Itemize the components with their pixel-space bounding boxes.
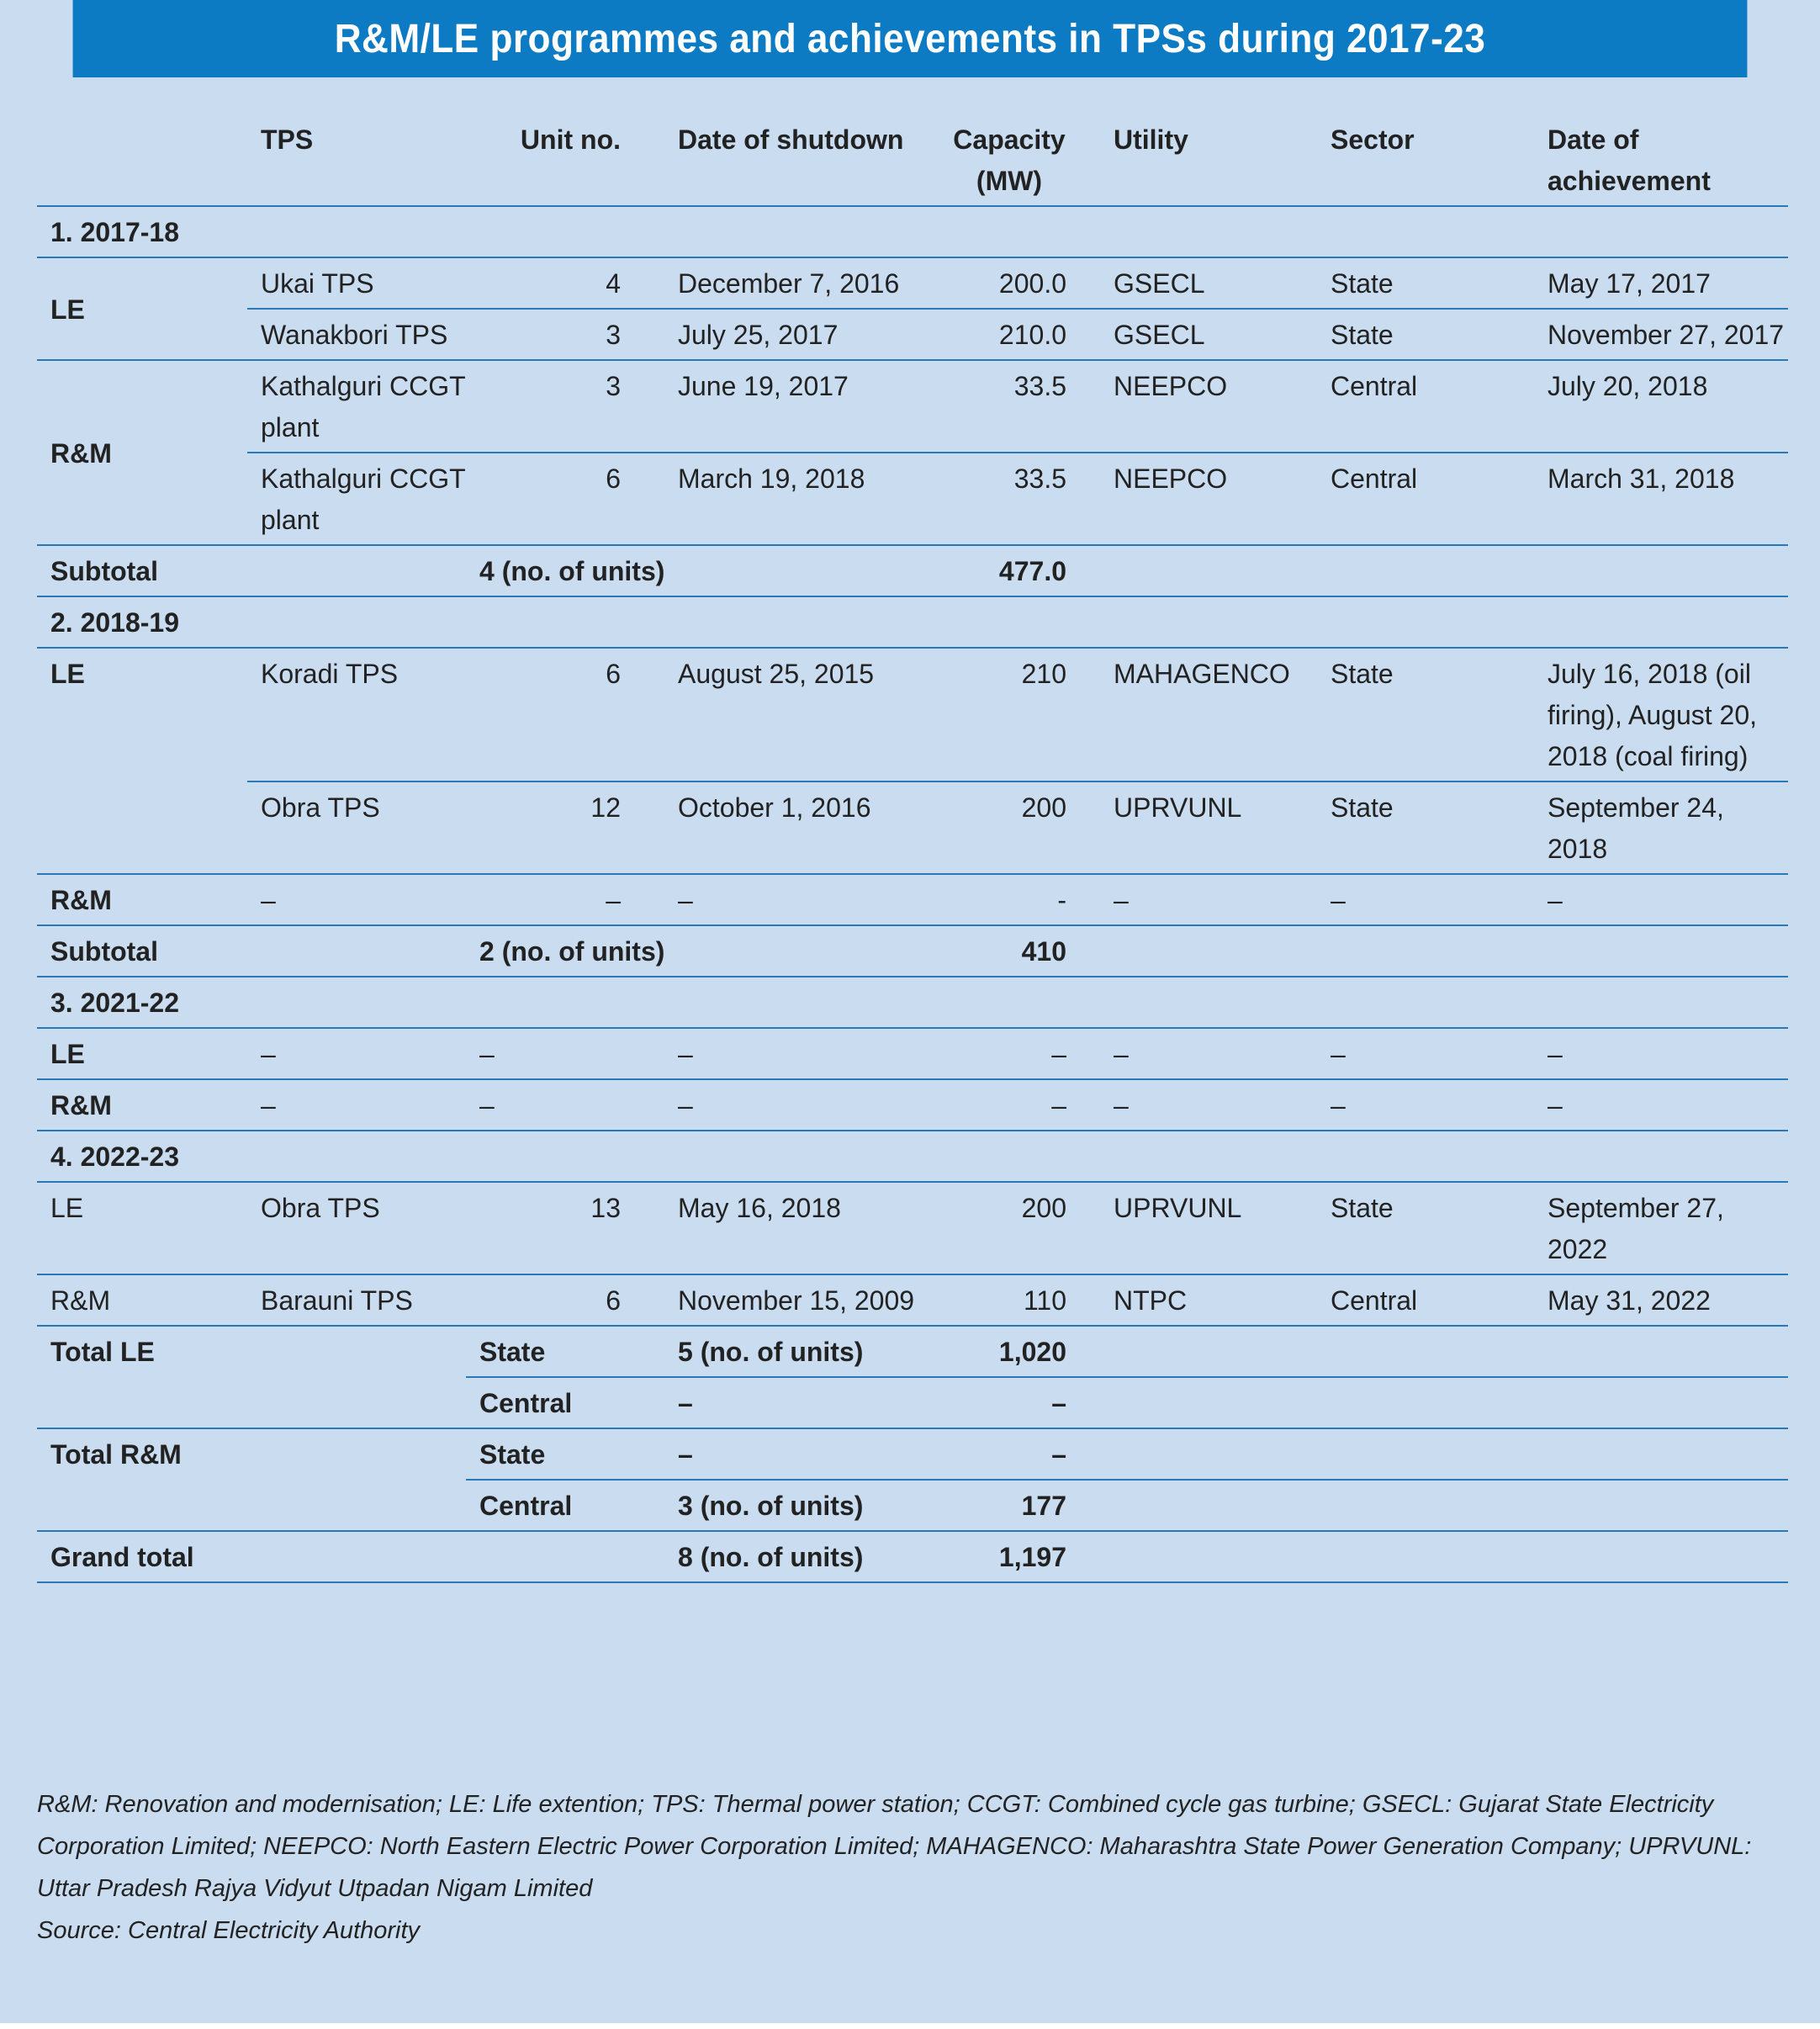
cell-unit: 4 — [466, 257, 664, 309]
cell-unit: – — [466, 874, 664, 925]
subtotal-units: 2 (no. of units) — [466, 925, 932, 977]
table-cell — [1100, 1480, 1788, 1531]
header-utility: Utility — [1100, 111, 1317, 206]
cell-unit: 13 — [466, 1182, 664, 1274]
subtotal-label: Subtotal — [37, 925, 247, 977]
cell-date-achievement: May 31, 2022 — [1534, 1274, 1788, 1326]
subtotal-row — [37, 925, 1788, 977]
total-units: – — [664, 1428, 932, 1480]
cell-tps: – — [247, 1028, 466, 1079]
cell-date-shutdown: – — [664, 1079, 932, 1131]
cell-utility: – — [1100, 1079, 1317, 1131]
cell-tps: Obra TPS — [247, 781, 466, 874]
table-row — [37, 360, 1788, 453]
header-sector: Sector — [1317, 111, 1534, 206]
cell-sector: Central — [1317, 1274, 1534, 1326]
source-note: Source: Central Electricity Authority — [37, 1917, 421, 1944]
cell-tps: – — [247, 1079, 466, 1131]
grand-total-row — [37, 1531, 1788, 1582]
section-row — [37, 1131, 1788, 1182]
total-units: 3 (no. of units) — [664, 1480, 932, 1531]
cell-date-shutdown: – — [664, 1028, 932, 1079]
cell-tps: Kathalguri CCGT plant — [247, 360, 466, 453]
cell-date-achievement: – — [1534, 874, 1788, 925]
total-units: 5 (no. of units) — [664, 1326, 932, 1377]
cell-sector: State — [1317, 1182, 1534, 1274]
cell-date-shutdown: May 16, 2018 — [664, 1182, 932, 1274]
cell-sector: – — [1317, 874, 1534, 925]
cell-tps: – — [247, 874, 466, 925]
table-cell — [1100, 1428, 1788, 1480]
cell-sector: – — [1317, 1028, 1534, 1079]
cell-date-shutdown: March 19, 2018 — [664, 453, 932, 545]
cell-date-achievement: July 20, 2018 — [1534, 360, 1788, 453]
cell-tps: Obra TPS — [247, 1182, 466, 1274]
data-table — [37, 111, 1788, 1583]
table-row — [37, 1182, 1788, 1274]
cell-tps: Ukai TPS — [247, 257, 466, 309]
cell-utility: GSECL — [1100, 257, 1317, 309]
cell-date-achievement: – — [1534, 1079, 1788, 1131]
cell-date-achievement: March 31, 2018 — [1534, 453, 1788, 545]
cell-date-shutdown: – — [664, 874, 932, 925]
table-cell — [1100, 1531, 1788, 1582]
cell-unit: – — [466, 1028, 664, 1079]
header-row — [37, 111, 1788, 206]
cell-tps: Koradi TPS — [247, 648, 466, 781]
cell-capacity: 200 — [932, 781, 1100, 874]
total-sector: Central — [466, 1480, 664, 1531]
cell-capacity: 110 — [932, 1274, 1100, 1326]
header-blank — [37, 111, 247, 206]
cell-unit: 6 — [466, 648, 664, 781]
cell-unit: 3 — [466, 309, 664, 360]
cell-sector: Central — [1317, 360, 1534, 453]
cell-capacity: 210.0 — [932, 309, 1100, 360]
table-cell — [1100, 925, 1788, 977]
section-label: 2. 2018-19 — [37, 596, 1788, 648]
table-row — [37, 1274, 1788, 1326]
cell-capacity: - — [932, 874, 1100, 925]
cell-capacity: 200.0 — [932, 257, 1100, 309]
cell-date-shutdown: August 25, 2015 — [664, 648, 932, 781]
total-capacity: – — [932, 1428, 1100, 1480]
cell-sector: State — [1317, 257, 1534, 309]
cell-utility: UPRVUNL — [1100, 1182, 1317, 1274]
table-cell — [1100, 1326, 1788, 1377]
footnotes — [37, 1783, 1770, 1952]
cell-date-shutdown: November 15, 2009 — [664, 1274, 932, 1326]
cell-unit: – — [466, 1079, 664, 1131]
cell-capacity: 33.5 — [932, 453, 1100, 545]
table-row — [37, 874, 1788, 925]
cell-date-achievement: September 27, 2022 — [1534, 1182, 1788, 1274]
cell-unit: 6 — [466, 1274, 664, 1326]
header-unit: Unit no. — [466, 111, 664, 206]
table-row — [37, 309, 1788, 360]
cell-sector: State — [1317, 781, 1534, 874]
header-tps: TPS — [247, 111, 466, 206]
subtotal-units: 4 (no. of units) — [466, 545, 932, 596]
row-type-rm: R&M — [37, 1274, 247, 1326]
table-row — [37, 1028, 1788, 1079]
header-date-achievement: Date of achievement — [1534, 111, 1788, 206]
grand-total-capacity: 1,197 — [932, 1531, 1100, 1582]
page-title: R&M/LE programmes and achievements in TPSs during 2017-23 — [73, 0, 1748, 77]
total-units: – — [664, 1377, 932, 1428]
grand-total-units: 8 (no. of units) — [664, 1531, 932, 1582]
subtotal-capacity: 410 — [932, 925, 1100, 977]
cell-date-shutdown: July 25, 2017 — [664, 309, 932, 360]
total-rm-state-row — [37, 1428, 1788, 1480]
cell-sector: State — [1317, 309, 1534, 360]
section-label: 1. 2017-18 — [37, 206, 1788, 257]
header-capacity: Capacity (MW) — [932, 111, 1100, 206]
row-type-le: LE — [37, 1182, 247, 1274]
row-type-le: LE — [37, 257, 247, 360]
cell-capacity: – — [932, 1079, 1100, 1131]
cell-date-achievement: – — [1534, 1028, 1788, 1079]
cell-unit: 3 — [466, 360, 664, 453]
cell-sector: Central — [1317, 453, 1534, 545]
cell-date-achievement: November 27, 2017 — [1534, 309, 1788, 360]
table-row — [37, 257, 1788, 309]
cell-utility: GSECL — [1100, 309, 1317, 360]
table-row — [37, 1079, 1788, 1131]
total-capacity: 177 — [932, 1480, 1100, 1531]
cell-capacity: 210 — [932, 648, 1100, 781]
subtotal-row — [37, 545, 1788, 596]
cell-utility: NEEPCO — [1100, 360, 1317, 453]
cell-date-shutdown: October 1, 2016 — [664, 781, 932, 874]
row-type-rm: R&M — [37, 1079, 247, 1131]
cell-utility: – — [1100, 874, 1317, 925]
cell-capacity: 200 — [932, 1182, 1100, 1274]
row-type-le: LE — [37, 648, 247, 874]
total-capacity: 1,020 — [932, 1326, 1100, 1377]
table-cell — [247, 925, 466, 977]
cell-utility: – — [1100, 1028, 1317, 1079]
section-row — [37, 206, 1788, 257]
total-le-label: Total LE — [37, 1326, 466, 1428]
table-row — [37, 781, 1788, 874]
section-row — [37, 596, 1788, 648]
subtotal-capacity: 477.0 — [932, 545, 1100, 596]
section-label: 3. 2021-22 — [37, 977, 1788, 1028]
row-type-rm: R&M — [37, 360, 247, 545]
cell-sector: – — [1317, 1079, 1534, 1131]
row-type-le: LE — [37, 1028, 247, 1079]
cell-date-achievement: May 17, 2017 — [1534, 257, 1788, 309]
cell-capacity: 33.5 — [932, 360, 1100, 453]
cell-sector: State — [1317, 648, 1534, 781]
total-capacity: – — [932, 1377, 1100, 1428]
cell-tps: Kathalguri CCGT plant — [247, 453, 466, 545]
cell-utility: MAHAGENCO — [1100, 648, 1317, 781]
table-row — [37, 453, 1788, 545]
table-cell — [1100, 1377, 1788, 1428]
total-sector: Central — [466, 1377, 664, 1428]
cell-utility: NEEPCO — [1100, 453, 1317, 545]
cell-unit: 12 — [466, 781, 664, 874]
row-type-rm: R&M — [37, 874, 247, 925]
header-date-shutdown: Date of shutdown — [664, 111, 932, 206]
cell-date-shutdown: December 7, 2016 — [664, 257, 932, 309]
total-sector: State — [466, 1428, 664, 1480]
subtotal-label: Subtotal — [37, 545, 247, 596]
section-label: 4. 2022-23 — [37, 1131, 1788, 1182]
table-cell — [1100, 545, 1788, 596]
table-cell — [247, 545, 466, 596]
cell-tps: Barauni TPS — [247, 1274, 466, 1326]
cell-utility: NTPC — [1100, 1274, 1317, 1326]
abbreviations-note: R&M: Renovation and modernisation; LE: Life extention; TPS: Thermal power station; CCGT: Combined cycle gas turbine; GSECL: Gujarat State Electricity Corporation Limited; NEEPCO: North Eastern Electric Power Corporation Limited; MAHAGENCO: Maharashtra State Power Generation Company; UPRVUNL: Uttar Pradesh Rajya Vidyut Utpadan Nigam Limited — [37, 1791, 1752, 1902]
cell-date-achievement: July 16, 2018 (oil firing), August 20, 2018 (coal firing) — [1534, 648, 1788, 781]
total-le-state-row — [37, 1326, 1788, 1377]
cell-date-shutdown: June 19, 2017 — [664, 360, 932, 453]
cell-date-achievement: September 24, 2018 — [1534, 781, 1788, 874]
cell-tps: Wanakbori TPS — [247, 309, 466, 360]
total-rm-label: Total R&M — [37, 1428, 466, 1531]
cell-capacity: – — [932, 1028, 1100, 1079]
table-row — [37, 648, 1788, 781]
grand-total-label: Grand total — [37, 1531, 664, 1582]
cell-unit: 6 — [466, 453, 664, 545]
total-sector: State — [466, 1326, 664, 1377]
section-row — [37, 977, 1788, 1028]
cell-utility: UPRVUNL — [1100, 781, 1317, 874]
